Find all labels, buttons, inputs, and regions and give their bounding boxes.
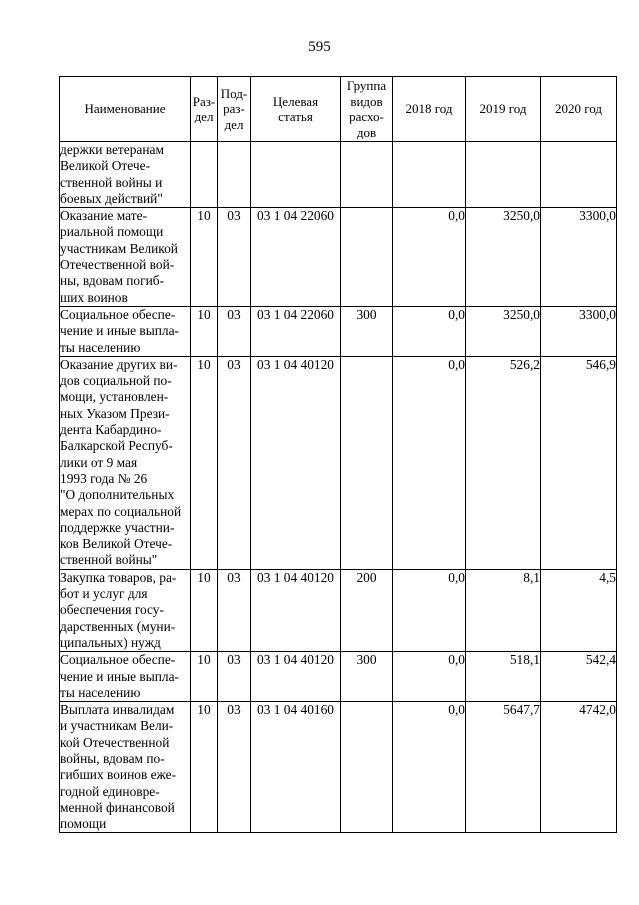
cell-section: [191, 142, 218, 208]
header-2020: 2020 год: [541, 77, 617, 142]
cell-2020: 4,5: [541, 569, 617, 651]
cell-2018: 0,0: [393, 569, 466, 651]
cell-target: 03 1 04 22060: [251, 306, 341, 356]
cell-2018: 0,0: [393, 702, 466, 833]
cell-2020: 4742,0: [541, 702, 617, 833]
cell-2020: 3300,0: [541, 208, 617, 307]
cell-section: 10: [191, 306, 218, 356]
cell-expense-group: 300: [341, 652, 393, 702]
cell-section: 10: [191, 569, 218, 651]
cell-target: 03 1 04 40160: [251, 702, 341, 833]
cell-name: держки ветеранам Великой Отече- ственной войны и боевых действий": [60, 142, 191, 208]
cell-2019: 526,2: [466, 356, 541, 569]
cell-section: 10: [191, 702, 218, 833]
cell-expense-group: [341, 702, 393, 833]
header-target: Целевая статья: [251, 77, 341, 142]
cell-2020: 542,4: [541, 652, 617, 702]
header-expense-group: Группа видов расхо- дов: [341, 77, 393, 142]
cell-2018: 0,0: [393, 356, 466, 569]
cell-2019: 8,1: [466, 569, 541, 651]
cell-subsection: 03: [218, 569, 251, 651]
table-row: [60, 652, 617, 702]
cell-2019: 3250,0: [466, 306, 541, 356]
cell-section: 10: [191, 356, 218, 569]
table-row: [60, 356, 617, 569]
header-2019: 2019 год: [466, 77, 541, 142]
header-section: Раз- дел: [191, 77, 218, 142]
table-row: [60, 306, 617, 356]
cell-subsection: 03: [218, 306, 251, 356]
cell-name: Социальное обеспе- чение и иные выпла- ты населению: [60, 306, 191, 356]
table-row: [60, 702, 617, 833]
cell-target: 03 1 04 40120: [251, 356, 341, 569]
cell-expense-group: [341, 356, 393, 569]
table-row: [60, 569, 617, 651]
cell-2018: 0,0: [393, 208, 466, 307]
cell-2019: 5647,7: [466, 702, 541, 833]
budget-table: [59, 76, 617, 833]
cell-name: Закупка товаров, ра- бот и услуг для обеспечения госу- дарственных (муни- ципальных) нужд: [60, 569, 191, 651]
cell-2019: 3250,0: [466, 208, 541, 307]
cell-expense-group: 200: [341, 569, 393, 651]
table-body: [60, 142, 617, 833]
cell-2018: 0,0: [393, 652, 466, 702]
cell-subsection: [218, 142, 251, 208]
header-name: Наименование: [60, 77, 191, 142]
cell-section: 10: [191, 208, 218, 307]
table-header-row: [60, 77, 617, 142]
cell-expense-group: 300: [341, 306, 393, 356]
table-row: [60, 208, 617, 307]
cell-2020: [541, 142, 617, 208]
cell-2019: [466, 142, 541, 208]
cell-expense-group: [341, 208, 393, 307]
cell-name: Оказание других ви- дов социальной по- мощи, установлен- ных Указом Прези- дента Кабардино- Балкарской Респуб- лики от 9 мая 1993 года № 26 "О дополнительных мерах по социальной поддержке участни- ков Великой Отече- ственной войны": [60, 356, 191, 569]
cell-2018: [393, 142, 466, 208]
cell-2020: 3300,0: [541, 306, 617, 356]
table-row: [60, 142, 617, 208]
cell-name: Выплата инвалидам и участникам Вели- кой Отечественной войны, вдовам по- гибших воинов еже- годной единовре- менной финансовой помощи: [60, 702, 191, 833]
cell-target: [251, 142, 341, 208]
cell-2020: 546,9: [541, 356, 617, 569]
cell-target: 03 1 04 40120: [251, 569, 341, 651]
header-2018: 2018 год: [393, 77, 466, 142]
cell-target: 03 1 04 22060: [251, 208, 341, 307]
cell-name: Оказание мате- риальной помощи участникам Великой Отечественной вой- ны, вдовам погиб- ших воинов: [60, 208, 191, 307]
cell-2019: 518,1: [466, 652, 541, 702]
cell-name: Социальное обеспе- чение и иные выпла- ты населению: [60, 652, 191, 702]
cell-expense-group: [341, 142, 393, 208]
cell-target: 03 1 04 40120: [251, 652, 341, 702]
cell-section: 10: [191, 652, 218, 702]
cell-subsection: 03: [218, 208, 251, 307]
cell-subsection: 03: [218, 652, 251, 702]
page-number: 595: [308, 39, 331, 55]
cell-subsection: 03: [218, 356, 251, 569]
header-subsection: Под- раз- дел: [218, 77, 251, 142]
cell-subsection: 03: [218, 702, 251, 833]
cell-2018: 0,0: [393, 306, 466, 356]
